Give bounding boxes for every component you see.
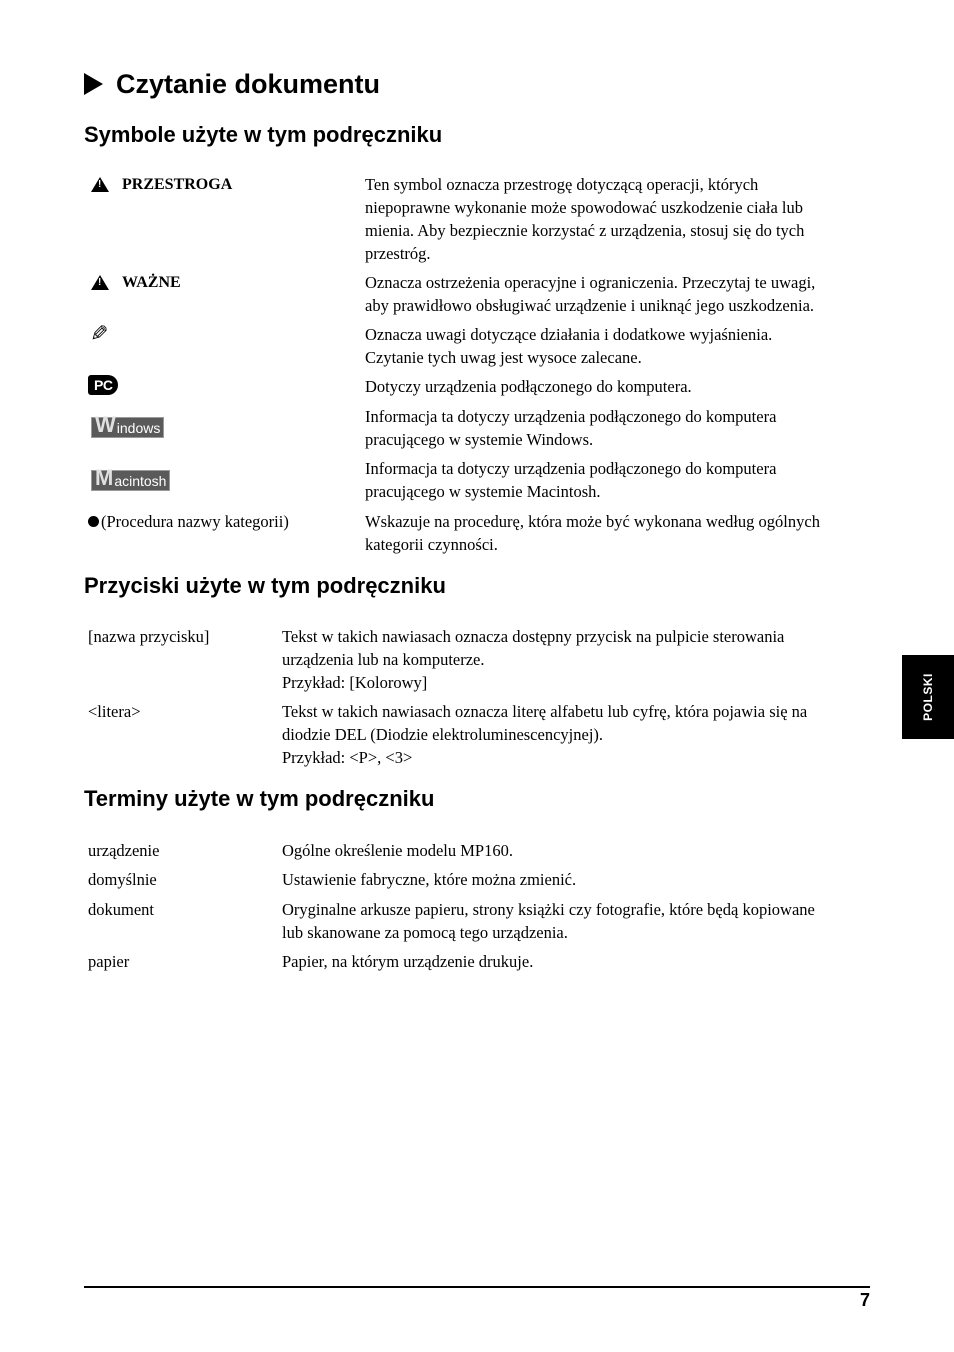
term-label: domyślnie [88,870,157,889]
macintosh-icon-initial: M [95,465,114,490]
warning-triangle-icon [91,275,109,290]
description-line: Przykład: <P>, <3> [282,748,413,767]
footer-divider [84,1286,870,1288]
description-line: aby prawidłowo obsługiwać urządzenie i uniknąć jego uszkodzenia. [365,296,815,315]
caution-label-text: PRZESTROGA [122,176,233,193]
description-line: Ustawienie fabryczne, które można zmienić. [282,870,577,889]
important-label-text: WAŻNE [122,274,181,291]
windows-description [365,405,776,451]
windows-label [91,412,164,438]
description-line: pracującego w systemie Windows. [365,430,594,449]
important-description [365,271,815,317]
button-term-description [282,625,784,694]
button-term-description [282,700,807,769]
macintosh-icon [91,465,170,491]
macintosh-description [365,457,776,503]
term-label: urządzenie [88,841,160,860]
term-description [282,868,576,891]
procedure-label-text: (Procedura nazwy kategorii) [101,512,289,531]
play-arrow-icon [84,73,103,95]
description-line: Czytanie tych uwag jest wysoce zalecane. [365,348,642,367]
pencil-icon: ✎ [90,321,109,346]
description-line: kategorii czynności. [365,535,498,554]
buttons-heading: Przyciski użyte w tym podręczniku [84,573,446,598]
windows-icon [91,412,164,438]
term-description [282,839,513,862]
language-side-tab-label: POLSKI [920,673,935,721]
description-line: przestróg. [365,244,431,263]
description-line: diodzie DEL (Diodzie elektroluminescencyjnej). [282,725,604,744]
caution-label [88,173,232,196]
description-line: Tekst w takich nawiasach oznacza dostępny przycisk na pulpicie sterowania [282,627,785,646]
important-label [88,271,181,294]
description-line: niepoprawne wykonanie może spowodować uszkodzenie ciała lub [365,198,804,217]
page-number: 7 [859,1290,870,1310]
term-description [282,898,815,944]
procedure-description [365,510,820,556]
pc-label [88,373,118,396]
description-line: mienia. Aby bezpiecznie korzystać z urządzenia, stosuj się do tych [365,221,805,240]
term-description [282,950,533,973]
description-line: Ten symbol oznacza przestrogę dotyczącą operacji, których [365,175,759,194]
description-line: Informacja ta dotyczy urządzenia podłączonego do komputera [365,459,777,478]
description-line: Informacja ta dotyczy urządzenia podłączonego do komputera [365,407,777,426]
description-line: Przykład: [Kolorowy] [282,673,428,692]
symbols-heading: Symbole użyte w tym podręczniku [84,122,443,147]
note-label [88,323,108,347]
description-line: Oznacza uwagi dotyczące działania i dodatkowe wyjaśnienia. [365,325,773,344]
description-line: Ogólne określenie modelu MP160. [282,841,513,860]
terms-heading: Terminy użyte w tym podręczniku [84,786,435,811]
description-line: urządzenia lub na komputerze. [282,650,485,669]
button-term-label: [nazwa przycisku] [88,627,210,646]
description-line: Wskazuje na procedurę, która może być wykonana według ogólnych [365,512,820,531]
description-line: pracującego w systemie Macintosh. [365,482,601,501]
description-line: Oznacza ostrzeżenia operacyjne i ograniczenia. Przeczytaj te uwagi, [365,273,816,292]
pc-icon: PC [88,375,118,395]
macintosh-label [91,465,170,491]
pc-description [365,375,692,398]
term-label: dokument [88,900,154,919]
procedure-label [88,510,289,533]
button-term-label: <litera> [88,702,141,721]
warning-triangle-icon [91,177,109,192]
description-line: Dotyczy urządzenia podłączonego do komputera. [365,377,692,396]
windows-icon-text: indows [116,420,161,436]
description-line: Tekst w takich nawiasach oznacza literę alfabetu lub cyfrę, która pojawia się na [282,702,808,721]
description-line: Oryginalne arkusze papieru, strony książki czy fotografie, które będą kopiowane [282,900,815,919]
page-title [84,66,380,102]
page-title-text: Czytanie dokumentu [116,69,381,99]
caution-description [365,173,804,265]
note-description [365,323,772,369]
bullet-dot-icon [88,516,99,527]
description-line: Papier, na którym urządzenie drukuje. [282,952,534,971]
macintosh-icon-text: acintosh [114,473,167,489]
windows-icon-initial: W [95,412,116,437]
language-side-tab [902,655,954,739]
description-line: lub skanowane za pomocą tego urządzenia. [282,923,568,942]
term-label: papier [88,952,130,971]
